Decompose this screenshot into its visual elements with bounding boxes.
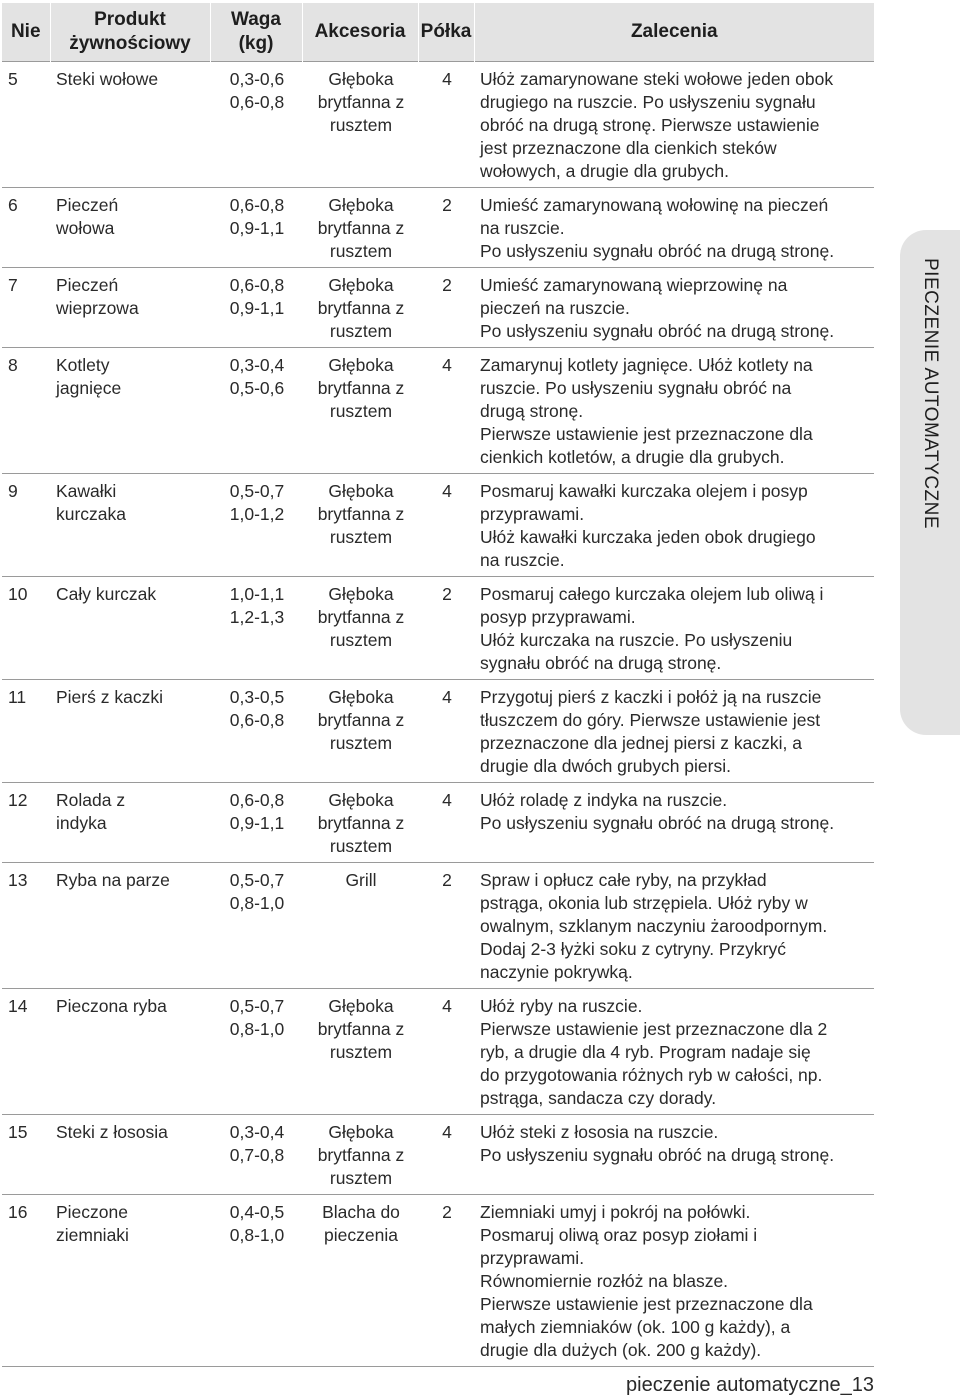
row-product: Kotlety jagnięce — [50, 348, 210, 474]
row-weight: 0,3-0,5 0,6-0,8 — [210, 680, 302, 783]
row-number: 16 — [2, 1195, 50, 1367]
header-accessories: Akcesoria — [302, 3, 418, 62]
table-row — [2, 1115, 874, 1195]
row-shelf: 4 — [418, 680, 474, 783]
row-accessory: Głęboka brytfanna z rusztem — [302, 577, 418, 680]
row-product: Ryba na parze — [50, 863, 210, 989]
row-number: 15 — [2, 1115, 50, 1195]
row-accessory: Głęboka brytfanna z rusztem — [302, 989, 418, 1115]
table-row — [2, 577, 874, 680]
table-header-row — [2, 3, 874, 62]
row-accessory: Głęboka brytfanna z rusztem — [302, 268, 418, 348]
table-row — [2, 863, 874, 989]
row-shelf: 2 — [418, 268, 474, 348]
table-row — [2, 783, 874, 863]
table-row — [2, 348, 874, 474]
header-recommendations: Zalecenia — [474, 3, 874, 62]
row-product: Rolada z indyka — [50, 783, 210, 863]
table-row — [2, 1195, 874, 1367]
row-weight: 0,6-0,8 0,9-1,1 — [210, 268, 302, 348]
row-product: Pieczone ziemniaki — [50, 1195, 210, 1367]
row-number: 11 — [2, 680, 50, 783]
table-row — [2, 188, 874, 268]
table-row — [2, 62, 874, 188]
row-product: Pierś z kaczki — [50, 680, 210, 783]
row-weight: 0,5-0,7 0,8-1,0 — [210, 863, 302, 989]
row-weight: 0,5-0,7 0,8-1,0 — [210, 989, 302, 1115]
row-product: Pieczeń wieprzowa — [50, 268, 210, 348]
row-shelf: 4 — [418, 783, 474, 863]
row-accessory: Głęboka brytfanna z rusztem — [302, 783, 418, 863]
row-weight: 0,3-0,4 0,7-0,8 — [210, 1115, 302, 1195]
row-recommendation: Umieść zamarynowaną wieprzowinę na pieczeń na ruszcie. Po usłyszeniu sygnału obróć na drugą stronę. — [474, 268, 874, 348]
row-product: Pieczona ryba — [50, 989, 210, 1115]
row-weight: 0,3-0,6 0,6-0,8 — [210, 62, 302, 188]
row-weight: 0,5-0,7 1,0-1,2 — [210, 474, 302, 577]
row-weight: 0,6-0,8 0,9-1,1 — [210, 188, 302, 268]
row-number: 5 — [2, 62, 50, 188]
section-side-label-text: PIECZENIE AUTOMATYCZNE — [920, 258, 941, 530]
row-shelf: 2 — [418, 188, 474, 268]
row-number: 9 — [2, 474, 50, 577]
table-row — [2, 989, 874, 1115]
table-row — [2, 474, 874, 577]
row-number: 13 — [2, 863, 50, 989]
row-shelf: 4 — [418, 989, 474, 1115]
row-weight: 1,0-1,1 1,2-1,3 — [210, 577, 302, 680]
row-accessory: Grill — [302, 863, 418, 989]
header-no: Nie — [2, 3, 50, 62]
row-shelf: 2 — [418, 863, 474, 989]
row-recommendation: Posmaruj całego kurczaka olejem lub oliwą i posyp przyprawami. Ułóż kurczaka na ruszcie. Po usłyszeniu sygnału obróć na drugą stronę. — [474, 577, 874, 680]
row-accessory: Głęboka brytfanna z rusztem — [302, 474, 418, 577]
row-shelf: 4 — [418, 348, 474, 474]
header-shelf: Półka — [418, 3, 474, 62]
row-recommendation: Spraw i opłucz całe ryby, na przykład pstrąga, okonia lub strzępiela. Ułóż ryby w owalnym, szklanym naczyniu żaroodpornym. Dodaj 2-3 łyżki soku z cytryny. Przykryć naczynie pokrywką. — [474, 863, 874, 989]
row-recommendation: Ułóż zamarynowane steki wołowe jeden obok drugiego na ruszcie. Po usłyszeniu sygnału obróć na drugą stronę. Pierwsze ustawienie jest przeznaczone dla cienkich steków wołowych, a drugie dla grubych. — [474, 62, 874, 188]
row-recommendation: Ułóż steki z łososia na ruszcie. Po usłyszeniu sygnału obróć na drugą stronę. — [474, 1115, 874, 1195]
row-weight: 0,4-0,5 0,8-1,0 — [210, 1195, 302, 1367]
row-accessory: Głęboka brytfanna z rusztem — [302, 348, 418, 474]
row-product: Pieczeń wołowa — [50, 188, 210, 268]
header-weight: Waga (kg) — [210, 3, 302, 62]
row-number: 7 — [2, 268, 50, 348]
table-row — [2, 680, 874, 783]
row-recommendation: Ułóż roladę z indyka na ruszcie. Po usłyszeniu sygnału obróć na drugą stronę. — [474, 783, 874, 863]
row-number: 10 — [2, 577, 50, 680]
row-number: 8 — [2, 348, 50, 474]
row-shelf: 4 — [418, 62, 474, 188]
row-recommendation: Zamarynuj kotlety jagnięce. Ułóż kotlety na ruszcie. Po usłyszeniu sygnału obróć na drugą stronę. Pierwsze ustawienie jest przeznaczone dla cienkich kotletów, a drugie dla grubych. — [474, 348, 874, 474]
row-number: 6 — [2, 188, 50, 268]
row-product: Cały kurczak — [50, 577, 210, 680]
row-accessory: Głęboka brytfanna z rusztem — [302, 680, 418, 783]
row-product: Steki wołowe — [50, 62, 210, 188]
row-product: Steki z łososia — [50, 1115, 210, 1195]
row-shelf: 2 — [418, 577, 474, 680]
row-accessory: Głęboka brytfanna z rusztem — [302, 188, 418, 268]
row-recommendation: Ziemniaki umyj i pokrój na połówki. Posmaruj oliwą oraz posyp ziołami i przyprawami. Równomiernie rozłóż na blasze. Pierwsze ustawienie jest przeznaczone dla małych ziemniaków (ok. 100 g każdy), a drugie dla dużych (ok. 200 g każdy). — [474, 1195, 874, 1367]
row-recommendation: Umieść zamarynowaną wołowinę na pieczeń na ruszcie. Po usłyszeniu sygnału obróć na drugą stronę. — [474, 188, 874, 268]
cooking-program-table — [2, 3, 874, 1367]
row-number: 12 — [2, 783, 50, 863]
row-recommendation: Posmaruj kawałki kurczaka olejem i posyp przyprawami. Ułóż kawałki kurczaka jeden obok drugiego na ruszcie. — [474, 474, 874, 577]
row-recommendation: Przygotuj pierś z kaczki i połóż ją na ruszcie tłuszczem do góry. Pierwsze ustawienie jest przeznaczone dla jednej piersi z kaczki, a drugie dla dwóch grubych piersi. — [474, 680, 874, 783]
row-weight: 0,3-0,4 0,5-0,6 — [210, 348, 302, 474]
row-accessory: Głęboka brytfanna z rusztem — [302, 62, 418, 188]
header-product: Produkt żywnościowy — [50, 3, 210, 62]
row-product: Kawałki kurczaka — [50, 474, 210, 577]
page-footer: pieczenie automatyczne_13 — [626, 1374, 874, 1396]
row-weight: 0,6-0,8 0,9-1,1 — [210, 783, 302, 863]
table-row — [2, 268, 874, 348]
row-accessory: Blacha do pieczenia — [302, 1195, 418, 1367]
row-shelf: 2 — [418, 1195, 474, 1367]
row-accessory: Głęboka brytfanna z rusztem — [302, 1115, 418, 1195]
row-shelf: 4 — [418, 1115, 474, 1195]
row-recommendation: Ułóż ryby na ruszcie. Pierwsze ustawienie jest przeznaczone dla 2 ryb, a drugie dla 4 ryb. Program nadaje się do przygotowania różnych ryb w całości, np. pstrąga, sandacza czy dorady. — [474, 989, 874, 1115]
row-number: 14 — [2, 989, 50, 1115]
row-shelf: 4 — [418, 474, 474, 577]
